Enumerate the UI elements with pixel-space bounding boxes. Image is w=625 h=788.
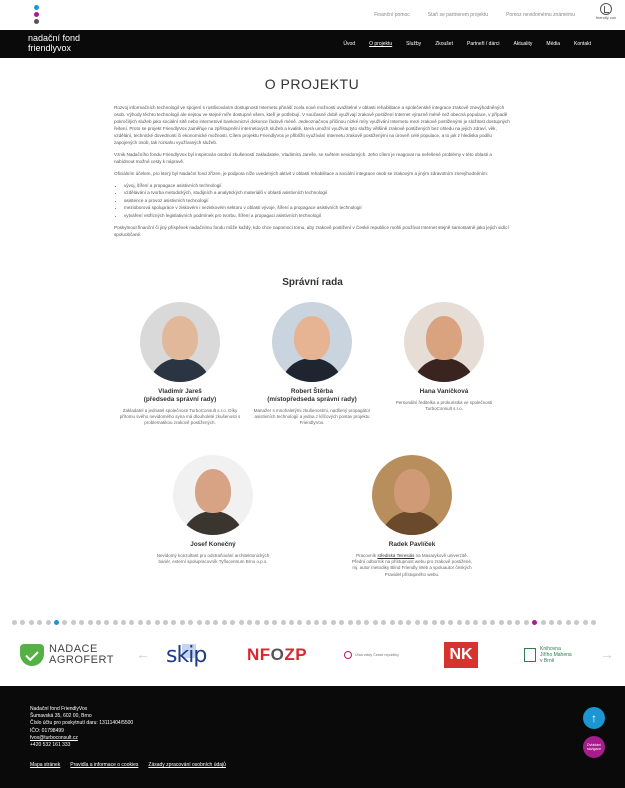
carousel-dot[interactable] — [163, 620, 168, 625]
board-member — [350, 455, 474, 578]
friendlyvox-logo-text: friendly vox — [595, 15, 617, 20]
carousel-dot[interactable] — [448, 620, 453, 625]
carousel-dot[interactable] — [71, 620, 76, 625]
kjm-line-2: Jiřího Mahena — [540, 652, 572, 658]
site-footer — [0, 686, 625, 788]
carousel-dot[interactable] — [29, 620, 34, 625]
main-content — [114, 76, 510, 243]
board-member — [250, 302, 374, 427]
skip-text: skip — [166, 642, 207, 668]
brand-dot — [34, 5, 39, 10]
government-emblem-icon — [344, 651, 352, 659]
teiresias-link[interactable]: střediska Teiresiás — [377, 553, 415, 558]
member-photo-face — [162, 316, 198, 360]
carousel-dot[interactable] — [465, 620, 470, 625]
carousel-dot[interactable] — [406, 620, 411, 625]
carousel-dot[interactable] — [423, 620, 428, 625]
member-name: Josef Konečný — [190, 541, 236, 548]
carousel-dot[interactable] — [205, 620, 210, 625]
carousel-dot[interactable] — [490, 620, 495, 625]
list-item: • asistence a provoz asistivních technologií — [124, 197, 510, 204]
toplink-become-partner[interactable]: Staň se partnerem projektu — [427, 12, 489, 18]
member-photo-face — [195, 469, 231, 513]
kjm-line-3: v Brně — [540, 658, 555, 664]
carousel-dot[interactable] — [440, 620, 445, 625]
kjm-line-1: Knihovna — [540, 646, 561, 652]
member-description: Nevidomý konzultant pro odstraňování architektonických bariér, externí spolupracovník Tyflocentrum Brno o.p.s. — [156, 553, 270, 565]
purpose-list — [124, 182, 510, 219]
carousel-dot[interactable] — [541, 620, 546, 625]
top-bar — [0, 0, 625, 30]
list-item: • vytváření vstřícných legislativních podmínek pro tvorbu, šíření a propagaci asistivních technologií — [124, 212, 510, 219]
carousel-dot[interactable] — [356, 620, 361, 625]
member-name: Robert Štěrba — [290, 388, 334, 395]
nfozp-text-c: ZP — [284, 645, 308, 664]
carousel-dot[interactable] — [381, 620, 386, 625]
member-photo-body — [181, 511, 245, 535]
carousel-dot[interactable] — [289, 620, 294, 625]
list-item: • mezioborová spolupráce v ziskovém i neziskovém sektoru v oblasti vývoje, šíření a propagace asistivních technologií — [124, 204, 510, 211]
carousel-dot[interactable] — [507, 620, 512, 625]
brand-line-2: friendlyvox — [28, 43, 72, 53]
nav-item-media[interactable]: Média — [546, 41, 561, 47]
site-brand[interactable] — [28, 33, 80, 53]
partner-logo-government[interactable] — [344, 640, 400, 670]
accessibility-navigation-button[interactable] — [583, 736, 605, 758]
purpose-paragraph: Oficiálním účelem, pro který byl Nadační fond zřízen, je podpora níže uvedených aktivit v oblasti rehabilitace a sociální integrace osob se zrakovým a jiným zdravotním znevýhodněním: — [114, 171, 489, 176]
carousel-dot[interactable] — [398, 620, 403, 625]
agrofert-line-1: NADACE — [49, 643, 98, 655]
carousel-dot[interactable] — [20, 620, 25, 625]
footer-email-link[interactable]: fvox@turboconsult.cz — [30, 734, 78, 741]
member-description: Personální ředitelka a prokuristka ve společnosti TurboConsult s.r.o. — [395, 400, 493, 412]
member-photo-face — [294, 316, 330, 360]
carousel-dot[interactable] — [138, 620, 143, 625]
member-photo-body — [412, 358, 476, 382]
member-role: (předseda správní rady) — [143, 396, 217, 403]
carousel-dot[interactable] — [591, 620, 596, 625]
carousel-dot[interactable] — [482, 620, 487, 625]
carousel-dot[interactable] — [373, 620, 378, 625]
member-photo — [272, 302, 352, 382]
carousel-dot[interactable] — [171, 620, 176, 625]
list-item: • vývoj, šíření a propagace asistivních technologií — [124, 182, 510, 189]
carousel-dot[interactable] — [180, 620, 185, 625]
carousel-dot[interactable] — [12, 620, 17, 625]
carousel-dot[interactable] — [574, 620, 579, 625]
carousel-dot[interactable] — [213, 620, 218, 625]
nav-item-uvod[interactable]: Úvod — [343, 41, 356, 47]
carousel-next-arrow-icon[interactable]: → — [600, 646, 614, 662]
partner-logo-nk[interactable] — [444, 642, 478, 668]
carousel-prev-arrow-icon[interactable]: ← — [136, 646, 150, 662]
friendlyvox-logo-icon — [600, 3, 612, 15]
carousel-dot[interactable] — [390, 620, 395, 625]
member-role: (místopředseda správní rady) — [267, 396, 357, 403]
carousel-dot[interactable] — [96, 620, 101, 625]
carousel-dot[interactable] — [499, 620, 504, 625]
carousel-dot[interactable] — [121, 620, 126, 625]
carousel-dot[interactable] — [364, 620, 369, 625]
member-desc-post: na Masarykově univerzitě. Přední odborník na přístupnost webu pro zrakově postižené, mj. autor metodiky Blind Friendly Web a spoluautor českých Pravidel přístupného webu. — [351, 553, 473, 577]
partner-logo-agrofert[interactable] — [20, 640, 114, 670]
carousel-dot[interactable] — [583, 620, 588, 625]
nfozp-text-b: O — [270, 645, 285, 664]
kjm-book-icon — [524, 648, 536, 662]
carousel-dot[interactable] — [79, 620, 84, 625]
carousel-dot[interactable] — [264, 620, 269, 625]
member-photo-face — [426, 316, 462, 360]
member-photo — [404, 302, 484, 382]
footer-link-cookies[interactable]: Pravidla a informace o cookies — [70, 762, 139, 768]
footer-address: Šumavská 35, 602 00, Brno — [30, 713, 92, 720]
brand-dot — [34, 19, 39, 24]
nav-item-zkouset[interactable]: Zkoušet — [435, 41, 453, 47]
a11y-line-1: Ovládání — [586, 743, 602, 747]
agrofert-heart-icon — [20, 644, 44, 666]
partners-carousel — [0, 634, 625, 678]
member-description: Manažer s mnohaletými zkušenostmi, nadšený propagátor asistivních technologií a jedna z klíčových postav projektu FriendlyVox. — [253, 408, 371, 426]
member-name: Radek Pavlíček — [388, 541, 436, 548]
friendlyvox-logo[interactable] — [595, 3, 617, 20]
carousel-dot[interactable] — [281, 620, 286, 625]
nav-links — [343, 41, 591, 47]
carousel-dot[interactable] — [129, 620, 134, 625]
carousel-dot[interactable] — [339, 620, 344, 625]
carousel-dot[interactable] — [222, 620, 227, 625]
carousel-dots — [12, 620, 596, 625]
footer-link-privacy[interactable]: Zásady zpracování osobních údajů — [148, 762, 226, 768]
member-description: Zakladatel a jednatel společnosti TurboConsult s.r.o. Díky přítomu svého nevidomého syna má dlouholeté zkušenosti s problematikou zrakově postižených. — [119, 408, 241, 426]
carousel-dot[interactable] — [314, 620, 319, 625]
member-photo-body — [380, 511, 444, 535]
carousel-dot[interactable] — [88, 620, 93, 625]
carousel-dot[interactable] — [113, 620, 118, 625]
member-name: Hana Vaníčková — [419, 388, 469, 395]
nav-item-sluzby[interactable]: Služby — [406, 41, 422, 47]
brand-line-1: nadační fond — [28, 33, 81, 43]
carousel-dot[interactable] — [348, 620, 353, 625]
board-member — [118, 302, 242, 427]
scroll-to-top-button[interactable]: ↑ — [583, 707, 605, 729]
carousel-dot[interactable] — [37, 620, 42, 625]
carousel-dot[interactable] — [306, 620, 311, 625]
carousel-dot[interactable] — [255, 620, 260, 625]
member-desc-pre: Pracovník — [356, 553, 378, 558]
carousel-dot[interactable] — [549, 620, 554, 625]
carousel-dot[interactable] — [155, 620, 160, 625]
carousel-dot[interactable] — [415, 620, 420, 625]
intro-paragraph: Rozvoj informačních technologií ve spojení s rostlivováním dostupnosti Internetu přináší zcela nové možnosti uvažitelné v oblasti rehabilitace a společenské integrace zrakově znevýhodněných osob. Výhody těchto technologií ale nejsou ve stejné míře dostupné všem, kteří je potřebují. V současné době využívají zrakově postižení Internet výrazně méně než obecná populace, v případě pokročilých služeb jako sociální sítě nebo internetové bankovnictví dokonce řádově méně. Jednoznačnou příčinou nízké míry využívání Internetu mezi zrakově postiženými je složitost dostupných řešení. Proto se projekt FriendlyVox zaměřuje na zpřístupnění internetových služeb a kvalitě, která umožní využívat tyto služby většině zrakově postižených bez ohledu na jejich zdraví, věk, vzdělání, technické dovednosti či ekonomické možnosti. Cílem projektu FriendlyVox je přiblížit využívání Internetu zrakově postiženými na úroveň celé populace, a to jak z hlediska podílu zapojených osob, tak rozsahu využívaných služeb. — [114, 105, 510, 145]
board-member — [382, 302, 506, 412]
list-item: • vzdělávání a tvorba metodických, studijních a analytických materiálů v oblasti asistivních technologií — [124, 189, 510, 196]
carousel-dot[interactable] — [297, 620, 302, 625]
carousel-dot[interactable] — [457, 620, 462, 625]
member-description — [350, 553, 474, 578]
nk-text: NK — [449, 646, 473, 663]
footer-org-name: Nadační fond FriendlyVox — [30, 706, 88, 712]
carousel-dot[interactable] — [557, 620, 562, 625]
carousel-dot[interactable] — [566, 620, 571, 625]
carousel-dot[interactable] — [473, 620, 478, 625]
page-title: O PROJEKTU — [264, 76, 360, 92]
member-photo-body — [148, 358, 212, 382]
toplink-financial-help[interactable]: Finanční pomoc — [374, 12, 410, 18]
carousel-dot[interactable] — [54, 620, 59, 625]
main-nav — [0, 30, 625, 58]
footer-links — [30, 762, 226, 768]
board-title: Správní rada — [282, 277, 343, 288]
member-photo — [140, 302, 220, 382]
partner-logo-kjm[interactable] — [524, 640, 572, 670]
brand-dots — [34, 5, 40, 26]
carousel-dot[interactable] — [524, 620, 529, 625]
donation-paragraph: Poskytnout finanční či jiný příspěvek nadačnímu fondu může každý, kdo chce napomoci tomu, aby zrakově postižení v České republice mohli používat Internet stejně samostatně jako jejich vidící spoluobčané. — [114, 225, 509, 238]
carousel-dot[interactable] — [515, 620, 520, 625]
a11y-line-2: navigace — [586, 747, 602, 751]
footer-ico: IČO: 01798499 — [30, 727, 64, 734]
member-photo — [173, 455, 253, 535]
member-photo-face — [394, 469, 430, 513]
carousel-dot[interactable] — [104, 620, 109, 625]
carousel-dot[interactable] — [230, 620, 235, 625]
nav-item-o-projektu[interactable]: O projektu — [369, 41, 393, 47]
carousel-dot[interactable] — [46, 620, 51, 625]
carousel-dot[interactable] — [239, 620, 244, 625]
carousel-dot[interactable] — [62, 620, 67, 625]
carousel-dot[interactable] — [247, 620, 252, 625]
carousel-dot[interactable] — [146, 620, 151, 625]
government-text: Úřad vlády České republiky — [355, 652, 399, 657]
carousel-dot[interactable] — [272, 620, 277, 625]
nav-item-kontakt[interactable]: Kontakt — [574, 41, 591, 47]
carousel-dot[interactable] — [322, 620, 327, 625]
footer-phone: +420 532 161 333 — [30, 742, 71, 749]
carousel-dot[interactable] — [532, 620, 537, 625]
nav-item-aktuality[interactable]: Aktuality — [513, 41, 533, 47]
partner-logo-skip[interactable] — [166, 640, 206, 670]
nav-item-partneri[interactable]: Partneři / dárci — [466, 41, 500, 47]
member-photo — [372, 455, 452, 535]
top-links — [374, 12, 575, 18]
footer-account: Číslo účtu pro poskytnutí daru: 13111404/5500 — [30, 720, 134, 727]
agrofert-line-2: AGROFERT — [49, 654, 114, 666]
carousel-dot[interactable] — [331, 620, 336, 625]
toplink-help-blind[interactable]: Pomoz nevidomému známému — [506, 12, 575, 18]
origin-paragraph: Vznik Nadačního fondu FriendlyVox byl inspirován osobní zkušeností zakladatele, Vladimíra Jareše, se světem nevidomých. Jeho cílem je reagovat na neřešené problémy v této oblasti a nabídnout možné cesty k nápravě. — [114, 152, 492, 164]
carousel-dot[interactable] — [188, 620, 193, 625]
nfozp-text-a: NF — [247, 645, 271, 664]
partner-logo-nfozp[interactable] — [247, 640, 307, 670]
member-photo-body — [280, 358, 344, 382]
footer-contact — [30, 706, 133, 749]
carousel-dot[interactable] — [197, 620, 202, 625]
member-name: Vladimír Jareš — [158, 388, 202, 395]
brand-dot — [34, 12, 39, 17]
footer-link-sitemap[interactable]: Mapa stránek — [30, 762, 61, 768]
board-member — [151, 455, 275, 565]
carousel-dot[interactable] — [432, 620, 437, 625]
